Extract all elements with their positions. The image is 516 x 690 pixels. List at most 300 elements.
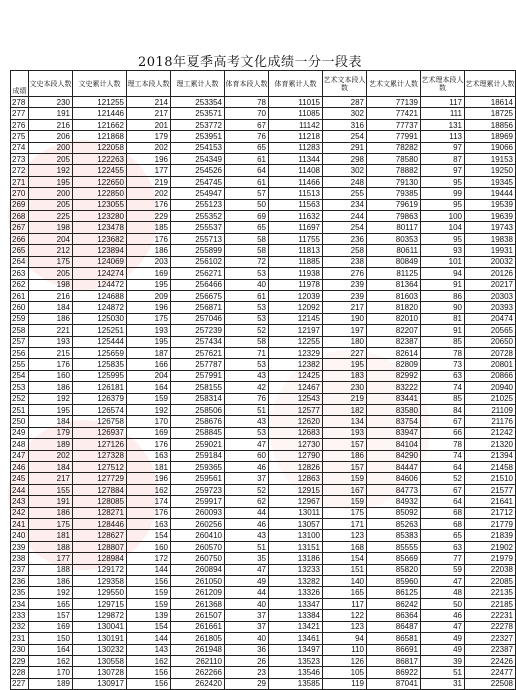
table-cell-score: 272	[11, 165, 29, 176]
table-cell-yili_cum: 19444	[465, 188, 516, 199]
table-cell-wenshi_cum: 126574	[73, 404, 127, 415]
table-cell-yili_count: 95	[421, 199, 465, 210]
table-cell-tiyu_cum: 11085	[269, 108, 323, 119]
table-row	[11, 393, 516, 404]
table-cell-yiwen_count: 190	[323, 313, 367, 324]
table-cell-yiwen_count: 151	[323, 564, 367, 575]
table-cell-yiwen_count: 234	[323, 199, 367, 210]
table-cell-ligong_count: 203	[127, 256, 171, 267]
table-cell-ligong_cum: 258314	[171, 393, 225, 404]
table-cell-tiyu_cum: 11697	[269, 222, 323, 233]
table-cell-score: 263	[11, 268, 29, 279]
table-cell-yiwen_count: 291	[323, 142, 367, 153]
table-cell-wenshi_count: 175	[29, 256, 73, 267]
column-header-yishu-wen-cumulative: 艺术文累计人数	[367, 71, 421, 97]
table-cell-wenshi_count: 200	[29, 188, 73, 199]
table-cell-yiwen_count: 126	[323, 655, 367, 666]
table-cell-wenshi_cum: 125030	[73, 313, 127, 324]
table-cell-yili_count: 48	[421, 587, 465, 598]
table-cell-ligong_cum: 257434	[171, 336, 225, 347]
table-cell-yili_count: 77	[421, 553, 465, 564]
table-cell-ligong_count: 164	[127, 382, 171, 393]
table-cell-yili_count: 67	[421, 484, 465, 495]
table-cell-wenshi_cum: 124274	[73, 268, 127, 279]
table-cell-yili_cum: 21641	[465, 496, 516, 507]
table-cell-yili_count: 49	[421, 633, 465, 644]
table-row	[11, 439, 516, 450]
table-cell-wenshi_cum: 127126	[73, 439, 127, 450]
table-cell-score: 253	[11, 382, 29, 393]
table-cell-wenshi_count: 157	[29, 610, 73, 621]
table-cell-yili_cum: 21979	[465, 553, 516, 564]
table-cell-tiyu_cum: 13384	[269, 610, 323, 621]
table-cell-tiyu_cum: 13326	[269, 587, 323, 598]
table-cell-yili_count: 86	[421, 290, 465, 301]
table-cell-ligong_cum: 255123	[171, 199, 225, 210]
table-cell-yiwen_cum: 86487	[367, 621, 421, 632]
table-cell-score: 251	[11, 404, 29, 415]
table-cell-wenshi_count: 195	[29, 404, 73, 415]
table-cell-wenshi_cum: 126379	[73, 393, 127, 404]
table-cell-tiyu_count: 61	[225, 290, 269, 301]
table-cell-yiwen_cum: 82614	[367, 347, 421, 358]
table-cell-yiwen_count: 238	[323, 256, 367, 267]
table-row	[11, 633, 516, 644]
table-cell-yili_count: 64	[421, 496, 465, 507]
table-cell-tiyu_cum: 11408	[269, 165, 323, 176]
table-cell-ligong_count: 185	[127, 222, 171, 233]
table-cell-yili_cum: 18969	[465, 131, 516, 142]
table-cell-score: 227	[11, 678, 29, 689]
table-cell-yili_cum: 21109	[465, 404, 516, 415]
table-cell-ligong_count: 196	[127, 302, 171, 313]
table-cell-ligong_cum: 255537	[171, 222, 225, 233]
table-cell-score: 230	[11, 644, 29, 655]
table-cell-tiyu_cum: 12863	[269, 473, 323, 484]
score-distribution-table	[10, 70, 516, 690]
table-cell-wenshi_cum: 127729	[73, 473, 127, 484]
table-cell-yili_cum: 21176	[465, 416, 516, 427]
table-cell-yili_cum: 20126	[465, 268, 516, 279]
table-cell-yiwen_cum: 81364	[367, 279, 421, 290]
table-cell-tiyu_cum: 12092	[269, 302, 323, 313]
table-cell-tiyu_count: 53	[225, 268, 269, 279]
table-cell-score: 261	[11, 290, 29, 301]
table-cell-score: 250	[11, 416, 29, 427]
table-cell-tiyu_count: 44	[225, 507, 269, 518]
table-cell-yiwen_count: 193	[323, 427, 367, 438]
table-cell-ligong_cum: 256271	[171, 268, 225, 279]
table-cell-yili_cum: 20217	[465, 279, 516, 290]
table-cell-wenshi_count: 204	[29, 233, 73, 244]
table-cell-ligong_count: 176	[127, 199, 171, 210]
table-cell-wenshi_cum: 128627	[73, 530, 127, 541]
table-cell-score: 234	[11, 598, 29, 609]
table-cell-yiwen_cum: 79863	[367, 211, 421, 222]
table-cell-yili_cum: 19639	[465, 211, 516, 222]
table-cell-score: 256	[11, 347, 29, 358]
table-cell-tiyu_cum: 12577	[269, 404, 323, 415]
table-cell-yiwen_cum: 85383	[367, 530, 421, 541]
table-cell-yiwen_count: 165	[323, 587, 367, 598]
table-cell-tiyu_count: 49	[225, 576, 269, 587]
table-row	[11, 404, 516, 415]
table-cell-tiyu_count: 58	[225, 245, 269, 256]
table-cell-tiyu_count: 78	[225, 97, 269, 108]
table-cell-ligong_count: 193	[127, 325, 171, 336]
table-row	[11, 290, 516, 301]
table-cell-ligong_count: 169	[127, 427, 171, 438]
table-cell-tiyu_count: 23	[225, 667, 269, 678]
table-cell-yiwen_cum: 79385	[367, 188, 421, 199]
table-cell-score: 277	[11, 108, 29, 119]
table-cell-yili_count: 39	[421, 655, 465, 666]
table-cell-yiwen_cum: 84290	[367, 450, 421, 461]
table-cell-yiwen_count: 154	[323, 553, 367, 564]
table-cell-yiwen_cum: 84606	[367, 473, 421, 484]
table-cell-yili_count: 31	[421, 678, 465, 689]
table-cell-yiwen_cum: 83222	[367, 382, 421, 393]
table-cell-wenshi_count: 184	[29, 416, 73, 427]
table-row	[11, 233, 516, 244]
table-cell-wenshi_cum: 124872	[73, 302, 127, 313]
table-cell-yili_cum: 21458	[465, 462, 516, 473]
table-cell-tiyu_cum: 11344	[269, 154, 323, 165]
table-row	[11, 644, 516, 655]
table-cell-yiwen_cum: 81125	[367, 268, 421, 279]
column-header-yishu-li-cumulative: 艺术理累计人数	[465, 71, 516, 97]
table-cell-yiwen_cum: 86364	[367, 610, 421, 621]
table-cell-score: 276	[11, 119, 29, 130]
table-cell-yiwen_count: 110	[323, 644, 367, 655]
table-cell-wenshi_cum: 121255	[73, 97, 127, 108]
table-row	[11, 416, 516, 427]
table-cell-yiwen_count: 195	[323, 359, 367, 370]
table-cell-wenshi_count: 181	[29, 530, 73, 541]
table-cell-yili_count: 93	[421, 245, 465, 256]
table-cell-wenshi_cum: 121868	[73, 131, 127, 142]
table-cell-tiyu_count: 76	[225, 393, 269, 404]
table-cell-yili_count: 91	[421, 325, 465, 336]
table-cell-yili_cum: 20303	[465, 290, 516, 301]
table-cell-ligong_count: 229	[127, 211, 171, 222]
table-row	[11, 97, 516, 108]
table-cell-yiwen_count: 140	[323, 576, 367, 587]
table-cell-wenshi_count: 221	[29, 325, 73, 336]
table-cell-yili_count: 73	[421, 359, 465, 370]
table-cell-yili_count: 74	[421, 382, 465, 393]
table-cell-yili_cum: 22231	[465, 610, 516, 621]
table-cell-wenshi_count: 192	[29, 165, 73, 176]
table-cell-ligong_count: 159	[127, 393, 171, 404]
table-cell-yili_cum: 21242	[465, 427, 516, 438]
table-cell-yili_cum: 22508	[465, 678, 516, 689]
table-cell-yili_cum: 18856	[465, 119, 516, 130]
table-cell-tiyu_cum: 12329	[269, 347, 323, 358]
table-cell-yili_cum: 22185	[465, 598, 516, 609]
table-cell-score: 258	[11, 325, 29, 336]
table-cell-yiwen_count: 239	[323, 279, 367, 290]
table-cell-tiyu_count: 37	[225, 610, 269, 621]
table-cell-tiyu_count: 52	[225, 325, 269, 336]
table-cell-wenshi_count: 193	[29, 336, 73, 347]
table-cell-yiwen_cum: 82992	[367, 370, 421, 381]
table-cell-yiwen_count: 123	[323, 621, 367, 632]
table-cell-ligong_cum: 261805	[171, 633, 225, 644]
table-cell-wenshi_count: 198	[29, 279, 73, 290]
table-cell-wenshi_cum: 130917	[73, 678, 127, 689]
table-cell-yiwen_cum: 84447	[367, 462, 421, 473]
table-cell-wenshi_cum: 127512	[73, 462, 127, 473]
table-row	[11, 462, 516, 473]
table-cell-tiyu_count: 61	[225, 154, 269, 165]
table-cell-ligong_cum: 260256	[171, 519, 225, 530]
table-cell-ligong_count: 204	[127, 370, 171, 381]
table-cell-yiwen_cum: 80611	[367, 245, 421, 256]
table-cell-ligong_cum: 254153	[171, 142, 225, 153]
table-cell-tiyu_cum: 13282	[269, 576, 323, 587]
table-cell-tiyu_count: 62	[225, 496, 269, 507]
table-cell-score: 259	[11, 313, 29, 324]
table-cell-score: 228	[11, 667, 29, 678]
table-cell-tiyu_count: 46	[225, 519, 269, 530]
table-cell-yili_count: 74	[421, 450, 465, 461]
table-cell-score: 252	[11, 393, 29, 404]
page-title: 2018年夏季高考文化成绩一分一段表	[137, 55, 363, 70]
table-row	[11, 154, 516, 165]
table-cell-ligong_cum: 257787	[171, 359, 225, 370]
table-cell-ligong_count: 166	[127, 359, 171, 370]
table-cell-tiyu_cum: 11015	[269, 97, 323, 108]
column-header-score: 成绩	[11, 71, 29, 97]
table-cell-yili_count: 94	[421, 268, 465, 279]
table-cell-wenshi_count: 164	[29, 644, 73, 655]
table-cell-yili_count: 78	[421, 347, 465, 358]
table-cell-tiyu_count: 51	[225, 404, 269, 415]
table-cell-tiyu_cum: 11813	[269, 245, 323, 256]
table-cell-tiyu_cum: 12039	[269, 290, 323, 301]
table-cell-yili_cum: 20565	[465, 325, 516, 336]
table-cell-wenshi_cum: 124472	[73, 279, 127, 290]
table-row	[11, 553, 516, 564]
table-cell-yiwen_cum: 81820	[367, 302, 421, 313]
table-cell-ligong_cum: 254947	[171, 188, 225, 199]
table-cell-tiyu_cum: 13057	[269, 519, 323, 530]
table-row	[11, 336, 516, 347]
table-body	[11, 97, 516, 690]
table-cell-wenshi_count: 205	[29, 154, 73, 165]
table-cell-yiwen_count: 197	[323, 325, 367, 336]
table-cell-wenshi_count: 189	[29, 678, 73, 689]
table-cell-yiwen_cum: 85960	[367, 576, 421, 587]
table-cell-wenshi_count: 169	[29, 621, 73, 632]
table-cell-wenshi_cum: 129550	[73, 587, 127, 598]
table-cell-score: 264	[11, 256, 29, 267]
table-cell-yili_cum: 20650	[465, 336, 516, 347]
table-cell-yiwen_count: 180	[323, 336, 367, 347]
table-cell-wenshi_count: 195	[29, 176, 73, 187]
table-cell-yili_cum: 21510	[465, 473, 516, 484]
table-cell-yili_count: 68	[421, 519, 465, 530]
table-cell-yili_count: 117	[421, 97, 465, 108]
table-cell-score: 249	[11, 427, 29, 438]
table-cell-yili_count: 87	[421, 154, 465, 165]
table-cell-yili_cum: 22387	[465, 644, 516, 655]
table-cell-yiwen_count: 230	[323, 382, 367, 393]
column-header-yishu-wen-count: 艺术文本段人数	[323, 71, 367, 97]
table-cell-yili_count: 65	[421, 530, 465, 541]
table-cell-tiyu_count: 43	[225, 416, 269, 427]
table-cell-wenshi_cum: 130728	[73, 667, 127, 678]
table-cell-wenshi_count: 225	[29, 211, 73, 222]
table-cell-yiwen_count: 159	[323, 496, 367, 507]
table-cell-ligong_count: 174	[127, 496, 171, 507]
table-cell-score: 243	[11, 496, 29, 507]
table-cell-ligong_count: 219	[127, 176, 171, 187]
table-cell-yiwen_count: 236	[323, 233, 367, 244]
table-cell-wenshi_cum: 128085	[73, 496, 127, 507]
table-cell-yiwen_count: 254	[323, 222, 367, 233]
table-row	[11, 176, 516, 187]
table-cell-wenshi_count: 177	[29, 553, 73, 564]
table-cell-wenshi_cum: 123055	[73, 199, 127, 210]
table-cell-ligong_cum: 253951	[171, 131, 225, 142]
table-cell-yili_count: 46	[421, 610, 465, 621]
table-cell-wenshi_cum: 121662	[73, 119, 127, 130]
table-cell-yili_count: 85	[421, 393, 465, 404]
table-cell-tiyu_count: 64	[225, 165, 269, 176]
table-row	[11, 108, 516, 119]
table-cell-ligong_cum: 255713	[171, 233, 225, 244]
table-cell-ligong_count: 156	[127, 667, 171, 678]
table-cell-yili_cum: 20393	[465, 302, 516, 313]
table-cell-yiwen_cum: 83947	[367, 427, 421, 438]
column-header-ligong-cumulative: 理工累计人数	[171, 71, 225, 97]
table-cell-score: 255	[11, 359, 29, 370]
table-cell-tiyu_cum: 13523	[269, 655, 323, 666]
table-cell-yili_cum: 19066	[465, 142, 516, 153]
table-cell-yiwen_count: 302	[323, 165, 367, 176]
table-cell-yili_cum: 20032	[465, 256, 516, 267]
table-cell-ligong_count: 177	[127, 165, 171, 176]
table-cell-ligong_cum: 254745	[171, 176, 225, 187]
table-cell-tiyu_count: 70	[225, 108, 269, 119]
table-cell-wenshi_cum: 121446	[73, 108, 127, 119]
table-cell-ligong_count: 202	[127, 188, 171, 199]
table-cell-yiwen_count: 157	[323, 462, 367, 473]
table-cell-yili_count: 84	[421, 404, 465, 415]
table-cell-yiwen_count: 316	[323, 119, 367, 130]
table-cell-score: 238	[11, 553, 29, 564]
table-cell-wenshi_cum: 123478	[73, 222, 127, 233]
table-cell-ligong_count: 172	[127, 553, 171, 564]
table-cell-ligong_count: 214	[127, 97, 171, 108]
table-cell-tiyu_cum: 13011	[269, 507, 323, 518]
table-cell-wenshi_count: 175	[29, 519, 73, 530]
table-cell-yili_cum: 21394	[465, 450, 516, 461]
table-cell-yili_count: 90	[421, 302, 465, 313]
table-cell-ligong_cum: 262420	[171, 678, 225, 689]
table-cell-tiyu_count: 58	[225, 336, 269, 347]
table-cell-ligong_cum: 255899	[171, 245, 225, 256]
table-cell-yili_cum: 22477	[465, 667, 516, 678]
table-cell-score: 244	[11, 484, 29, 495]
table-cell-wenshi_cum: 122650	[73, 176, 127, 187]
table-cell-yiwen_count: 298	[323, 154, 367, 165]
table-cell-tiyu_count: 65	[225, 142, 269, 153]
table-cell-yiwen_cum: 86922	[367, 667, 421, 678]
table-cell-score: 257	[11, 336, 29, 347]
table-cell-tiyu_count: 40	[225, 633, 269, 644]
table-cell-tiyu_count: 26	[225, 655, 269, 666]
table-cell-tiyu_cum: 11755	[269, 233, 323, 244]
table-cell-score: 266	[11, 233, 29, 244]
table-row	[11, 325, 516, 336]
table-cell-wenshi_cum: 122850	[73, 188, 127, 199]
table-cell-wenshi_count: 188	[29, 564, 73, 575]
table-row	[11, 211, 516, 222]
table-cell-tiyu_cum: 12467	[269, 382, 323, 393]
table-cell-yili_count: 47	[421, 621, 465, 632]
table-cell-ligong_cum: 261368	[171, 598, 225, 609]
table-row	[11, 188, 516, 199]
column-header-yishu-li-count: 艺术理本段人数	[421, 71, 465, 97]
table-cell-yiwen_cum: 80353	[367, 233, 421, 244]
table-cell-yili_cum: 21839	[465, 530, 516, 541]
table-cell-tiyu_cum: 11978	[269, 279, 323, 290]
table-cell-yiwen_count: 302	[323, 108, 367, 119]
table-cell-tiyu_count: 57	[225, 188, 269, 199]
table-cell-wenshi_cum: 124069	[73, 256, 127, 267]
table-cell-score: 235	[11, 587, 29, 598]
table-cell-score: 265	[11, 245, 29, 256]
table-cell-ligong_cum: 259917	[171, 496, 225, 507]
table-cell-yili_cum: 18614	[465, 97, 516, 108]
table-cell-tiyu_count: 53	[225, 427, 269, 438]
table-cell-yiwen_cum: 78882	[367, 165, 421, 176]
table-cell-tiyu_cum: 12620	[269, 416, 323, 427]
table-cell-yiwen_count: 122	[323, 610, 367, 621]
table-cell-yiwen_cum: 85092	[367, 507, 421, 518]
table-cell-score: 260	[11, 302, 29, 313]
table-cell-yili_cum: 19838	[465, 233, 516, 244]
table-cell-ligong_count: 195	[127, 336, 171, 347]
table-cell-ligong_cum: 253772	[171, 119, 225, 130]
table-cell-wenshi_count: 206	[29, 131, 73, 142]
table-cell-ligong_cum: 258155	[171, 382, 225, 393]
table-cell-wenshi_cum: 123682	[73, 233, 127, 244]
table-cell-ligong_cum: 261209	[171, 587, 225, 598]
table-cell-yiwen_cum: 84104	[367, 439, 421, 450]
table-cell-wenshi_cum: 130558	[73, 655, 127, 666]
table-cell-tiyu_count: 53	[225, 359, 269, 370]
table-cell-wenshi_count: 165	[29, 598, 73, 609]
table-cell-wenshi_cum: 122058	[73, 142, 127, 153]
table-cell-tiyu_cum: 12255	[269, 336, 323, 347]
table-cell-ligong_count: 169	[127, 268, 171, 279]
table-cell-tiyu_count: 40	[225, 598, 269, 609]
table-cell-tiyu_cum: 12730	[269, 439, 323, 450]
table-cell-tiyu_count: 44	[225, 587, 269, 598]
table-cell-tiyu_cum: 11218	[269, 131, 323, 142]
table-cell-score: 239	[11, 541, 29, 552]
table-cell-ligong_cum: 260570	[171, 541, 225, 552]
table-cell-wenshi_cum: 123280	[73, 211, 127, 222]
table-row	[11, 621, 516, 632]
table-cell-ligong_cum: 257621	[171, 347, 225, 358]
table-cell-ligong_cum: 256871	[171, 302, 225, 313]
table-cell-tiyu_cum: 11938	[269, 268, 323, 279]
